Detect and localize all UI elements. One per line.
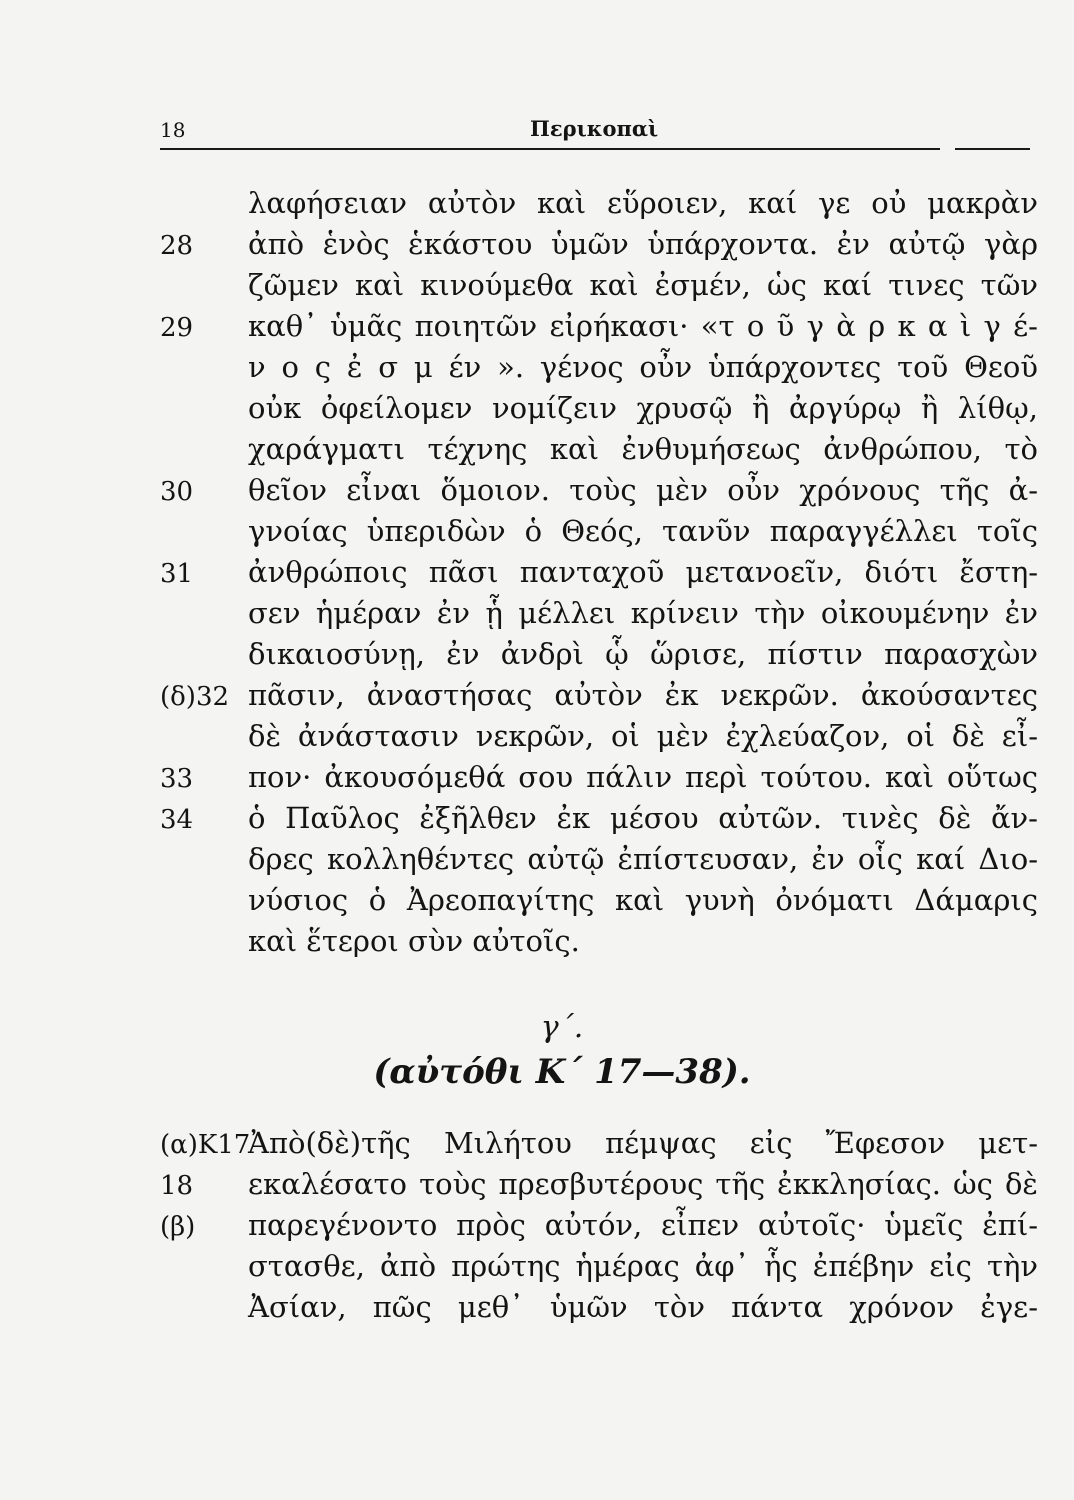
line-text: ἀνθρώποις πᾶσι πανταχοῦ μετανοεῖν, διότι ἔστη-: [248, 555, 1038, 589]
section-reference: (αὐτόθι Κ΄ 17—38).: [373, 1052, 751, 1092]
line-text: πον· ἀκουσόμεθά σου πάλιν περὶ τούτου. καὶ οὕτως: [248, 760, 1038, 794]
line-text: ζῶμεν καὶ κινούμεθα καὶ ἐσμέν, ὡς καί τινες τῶν: [248, 268, 1038, 302]
verse-number: 18: [160, 1171, 194, 1201]
verse-number: (β): [160, 1212, 196, 1242]
line-text: εκαλέσατο τοὺς πρεσβυτέρους τῆς ἐκκλησίας. ὡς δὲ: [248, 1167, 1038, 1201]
text-line: [0, 922, 1074, 972]
verse-number: (δ)32: [160, 682, 230, 712]
verse-number: 33: [160, 764, 194, 794]
page-number: 18: [160, 118, 186, 142]
line-text: καθ᾽ ὑμᾶς ποιητῶν εἰρήκασι· «τ ο ῦ γ ὰ ρ κ α ὶ γ έ-: [248, 309, 1038, 343]
verse-number: 29: [160, 313, 194, 343]
header-rule: [160, 148, 940, 150]
section-letter: γ΄.: [540, 1010, 584, 1045]
verse-number: (α)Κ17: [160, 1130, 251, 1160]
line-text: οὐκ ὀφείλομεν νομίζειν χρυσῷ ἢ ἀργύρῳ ἢ λίθῳ,: [248, 391, 1038, 425]
line-text: θεῖον εἶναι ὅμοιον. τοὺς μὲν οὖν χρόνους τῆς ἀ-: [248, 473, 1038, 507]
line-text: ν ο ς ἐ σ μ έν ». γένος οὖν ὑπάρχοντες τοῦ Θεοῦ: [248, 350, 1038, 384]
running-head: [160, 118, 1030, 154]
line-text: σεν ἡμέραν ἐν ᾗ μέλλει κρίνειν τὴν οἰκουμένην ἐν: [248, 596, 1038, 630]
line-text: νύσιος ὁ Ἀρεοπαγίτης καὶ γυνὴ ὀνόματι Δάμαρις: [248, 883, 1038, 917]
line-text: δικαιοσύνῃ, ἐν ἀνδρὶ ᾧ ὥρισε, πίστιν παρασχὼν: [248, 637, 1038, 671]
verse-number: 30: [160, 477, 194, 507]
line-text: δὲ ἀνάστασιν νεκρῶν, οἱ μὲν ἐχλεύαζον, οἱ δὲ εἶ-: [248, 719, 1038, 753]
line-text: Ἀσίαν, πῶς μεθ᾽ ὑμῶν τὸν πάντα χρόνον ἐγε-: [248, 1290, 1038, 1324]
line-text: δρες κολληθέντες αὐτῷ ἐπίστευσαν, ἐν οἷς καί Διο-: [248, 842, 1038, 876]
line-text: καὶ ἕτεροι σὺν αὐτοῖς.: [248, 924, 580, 958]
line-text: γνοίας ὑπεριδὼν ὁ Θεός, τανῦν παραγγέλλει τοῖς: [248, 514, 1038, 548]
verse-number: 31: [160, 559, 194, 589]
line-text: παρεγένοντο πρὸς αὐτόν, εἶπεν αὐτοῖς· ὑμεῖς ἐπί-: [248, 1208, 1038, 1242]
line-text: ἀπὸ ἑνὸς ἑκάστου ὑμῶν ὑπάρχοντα. ἐν αὐτῷ γὰρ: [248, 227, 1038, 261]
text-line: [0, 1288, 1074, 1338]
header-rule-end: [955, 148, 1030, 150]
line-text: πᾶσιν, ἀναστήσας αὐτὸν ἐκ νεκρῶν. ἀκούσαντες: [248, 678, 1038, 712]
line-text: χαράγματι τέχνης καὶ ἐνθυμήσεως ἀνθρώπου, τὸ: [248, 432, 1038, 466]
line-text: Ἀπὸ(δὲ)τῆς Μιλήτου πέμψας εἰς Ἔφεσον μετ-: [248, 1126, 1038, 1160]
verse-number: 28: [160, 231, 194, 261]
verse-number: 34: [160, 805, 194, 835]
line-text: ὁ Παῦλος ἐξῆλθεν ἐκ μέσου αὐτῶν. τινὲς δὲ ἄν-: [248, 801, 1038, 835]
line-text: λαφήσειαν αὐτὸν καὶ εὕροιεν, καί γε οὐ μακρὰν: [248, 186, 1038, 220]
line-text: στασθε, ἀπὸ πρώτης ἡμέρας ἀφ᾽ ἧς ἐπέβην εἰς τὴν: [248, 1249, 1038, 1283]
running-title: Περικοπαὶ: [530, 116, 659, 141]
